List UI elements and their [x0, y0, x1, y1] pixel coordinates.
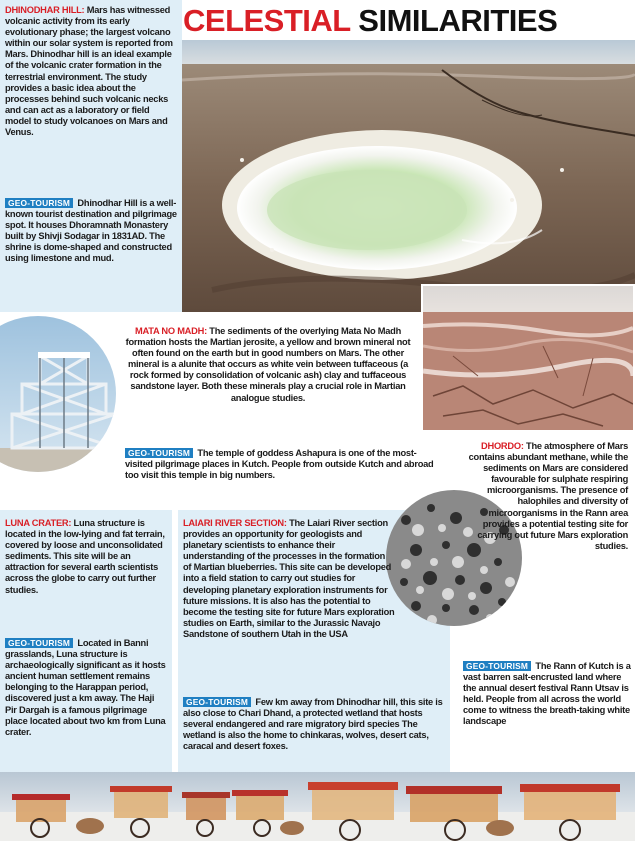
- mata-heading: MATA NO MADH:: [134, 326, 207, 336]
- camel-cart-photo: [0, 772, 635, 841]
- dhinodhar-heading: DHINODHAR HILL:: [5, 5, 85, 15]
- luna-geo-body: Located in Banni grasslands, Luna structure is archaeologically significant as it hosts ancient human settlement remains belonging to the Harappan period, discovered just a km away. The Haji Pir Dargah is a famous pilgrimage place located about two km from Luna crater.: [5, 638, 166, 737]
- watch-tower-photo: [0, 316, 116, 472]
- luna-body: Luna structure is located in the low-lying and fat terrain, covered by loose and unconsolidated sediments. This site will be an attraction for several earth scientists across the globe to carry out further studies.: [5, 518, 165, 595]
- laiari-body: The Laiari River section provides an opportunity for geologists and planetary scientists to enhance their understanding of the processes in the formation of Martian blueberries. This site can be developed into a field station to carry out studies for developing planetary exploration instruments for future missions. It is also has the potential to become the testing site for future Mars exploration studies on Earth, similar to the Jurassic Navajo Sandstone of southern Utah in the USA: [183, 518, 395, 639]
- dhordo-body: The atmosphere of Mars contains abundant methane, while the sediments on Mars are considered favourable for sulphate respiring microorganisms. The presence of halophiles and diversity of microorganisms in the Rann area provides a potential testing site for carrying out future Mars exploration studies.: [468, 441, 628, 551]
- geo-tourism-badge: GEO-TOURISM: [183, 697, 251, 707]
- salt-crater-photo: [182, 40, 635, 312]
- luna-heading: LUNA CRATER:: [5, 518, 72, 528]
- cracked-mud-photo: [421, 284, 635, 432]
- laiari-heading: LAIARI RIVER SECTION:: [183, 518, 287, 528]
- laiari-geo-section: [183, 697, 445, 752]
- geo-tourism-badge: GEO-TOURISM: [125, 448, 193, 458]
- dhordo-geo-body: The Rann of Kutch is a vast barren salt-encrusted land where the annual desert festival Rann Utsav is held. People from all across the world come to witness the breath-taking white landscape: [463, 661, 631, 727]
- laiari-section: [183, 518, 395, 640]
- geo-tourism-badge: GEO-TOURISM: [5, 638, 73, 648]
- title-part-black: SIMILARITIES: [358, 3, 558, 38]
- mata-geo-section: [125, 448, 435, 481]
- dhinodhar-section: [5, 5, 177, 138]
- mata-section: [118, 326, 418, 404]
- geo-tourism-badge: GEO-TOURISM: [463, 661, 531, 671]
- geo-tourism-badge: GEO-TOURISM: [5, 198, 73, 208]
- dhordo-heading: DHORDO:: [481, 441, 524, 451]
- title-part-red: CELESTIAL: [183, 3, 351, 38]
- page-title: [183, 3, 557, 39]
- luna-geo-section: [5, 638, 167, 738]
- luna-section: [5, 518, 167, 596]
- dhordo-section: [458, 441, 628, 552]
- dhinodhar-geo-section: [5, 198, 177, 265]
- laiari-geo-body: Few km away from Dhinodhar hill, this site is also close to Chari Dhand, a protected wetland that hosts several endangered and rare migratory bird species The wetland is also the home to chinkaras, wolves, desert cats, caracal and desert foxes.: [183, 697, 443, 752]
- dhinodhar-body: Mars has witnessed volcanic activity from its early evolutionary phase; the largest volcano within our solar system is reported from Mars. Dhinodhar hill is an ideal example of the volcanic crater formation in the terrestrial environment. The study provides a basic idea about the processes behind such volcanic necks and can act as a laboratory or field model to study volcanoes on Mars and Venus.: [5, 5, 173, 138]
- mata-geo-body: The temple of goddess Ashapura is one of the most-visited pilgrimage places in Kutch. People from outside Kutch and abroad too visit this temple in big numbers.: [125, 448, 434, 481]
- mata-body: The sediments of the overlying Mata No Madh formation hosts the Martian jerosite, a yellow and brown mineral not often found on the earth but in good numbers on Mars. The other mineral is a alunite that occurs as white vein between tuffaceous (a rock formed by consolidation of volcanic ash) clay and tuffaceous sandstone layer. Both these minerals play a crucial role in Martian analogue studies.: [125, 326, 411, 403]
- dhordo-geo-section: [463, 661, 631, 728]
- dhinodhar-geo-body: Dhinodhar Hill is a well-known tourist destination and pilgrimage spot. It houses Dhoramnath Monastery built by Shivji Sodagar in 1831AD. The shrine is dome-shaped and constructed using limestone and mud.: [5, 198, 177, 264]
